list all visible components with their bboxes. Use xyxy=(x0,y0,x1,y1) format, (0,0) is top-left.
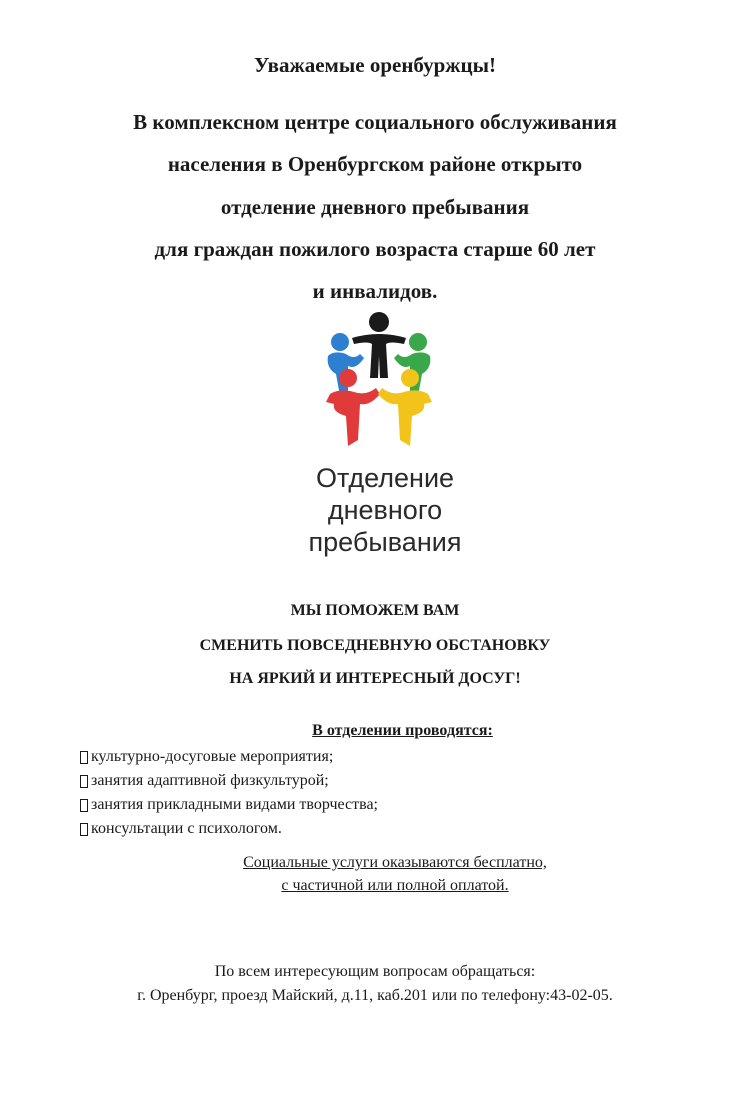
list-item-label: консультации с психологом. xyxy=(91,820,282,837)
list-item xyxy=(80,793,378,817)
logo-text-line-3: пребывания xyxy=(308,527,462,557)
list-item-label: занятия прикладными видами творчества; xyxy=(91,796,378,813)
slogan-line-2: СМЕНИТЬ ПОВСЕДНЕВНУЮ ОБСТАНОВКУ xyxy=(199,637,551,654)
intro-line-3: отделение дневного пребывания xyxy=(220,195,530,219)
list-item-label: культурно-досуговые мероприятия; xyxy=(91,748,334,765)
logo-text-line-2: дневного xyxy=(327,495,443,525)
greeting-heading: Уважаемые оренбуржцы! xyxy=(253,53,497,77)
checkbox-glyph-icon xyxy=(80,823,88,836)
contact-line-1: По всем интересующим вопросам обращаться: xyxy=(214,963,536,980)
note-line-1: Социальные услуги оказываются бесплатно, xyxy=(243,854,547,871)
logo-text-line-1: Отделение xyxy=(315,463,455,493)
services-heading: В отделении проводятся: xyxy=(312,722,493,739)
list-item xyxy=(80,817,378,841)
checkbox-glyph-icon xyxy=(80,799,88,812)
slogan-line-3: НА ЯРКИЙ И ИНТЕРЕСНЫЙ ДОСУГ! xyxy=(229,670,521,687)
list-item-label: занятия адаптивной физкультурой; xyxy=(91,772,329,789)
intro-line-1: В комплексном центре социального обслуживания xyxy=(133,110,617,134)
services-list xyxy=(80,745,378,841)
intro-line-5: и инвалидов. xyxy=(312,279,438,303)
contact-line-2: г. Оренбург, проезд Майский, д.11, каб.201 или по телефону:43-02-05. xyxy=(137,987,613,1004)
checkbox-glyph-icon xyxy=(80,751,88,764)
slogan-line-1: МЫ ПОМОЖЕМ ВАМ xyxy=(290,602,460,619)
circle-of-people-icon xyxy=(320,308,438,450)
intro-line-4: для граждан пожилого возраста старше 60 лет xyxy=(154,237,596,261)
checkbox-glyph-icon xyxy=(80,775,88,788)
list-item xyxy=(80,769,378,793)
intro-line-2: населения в Оренбургском районе открыто xyxy=(167,152,583,176)
list-item xyxy=(80,745,378,769)
note-line-2: с частичной или полной оплатой. xyxy=(281,877,509,894)
